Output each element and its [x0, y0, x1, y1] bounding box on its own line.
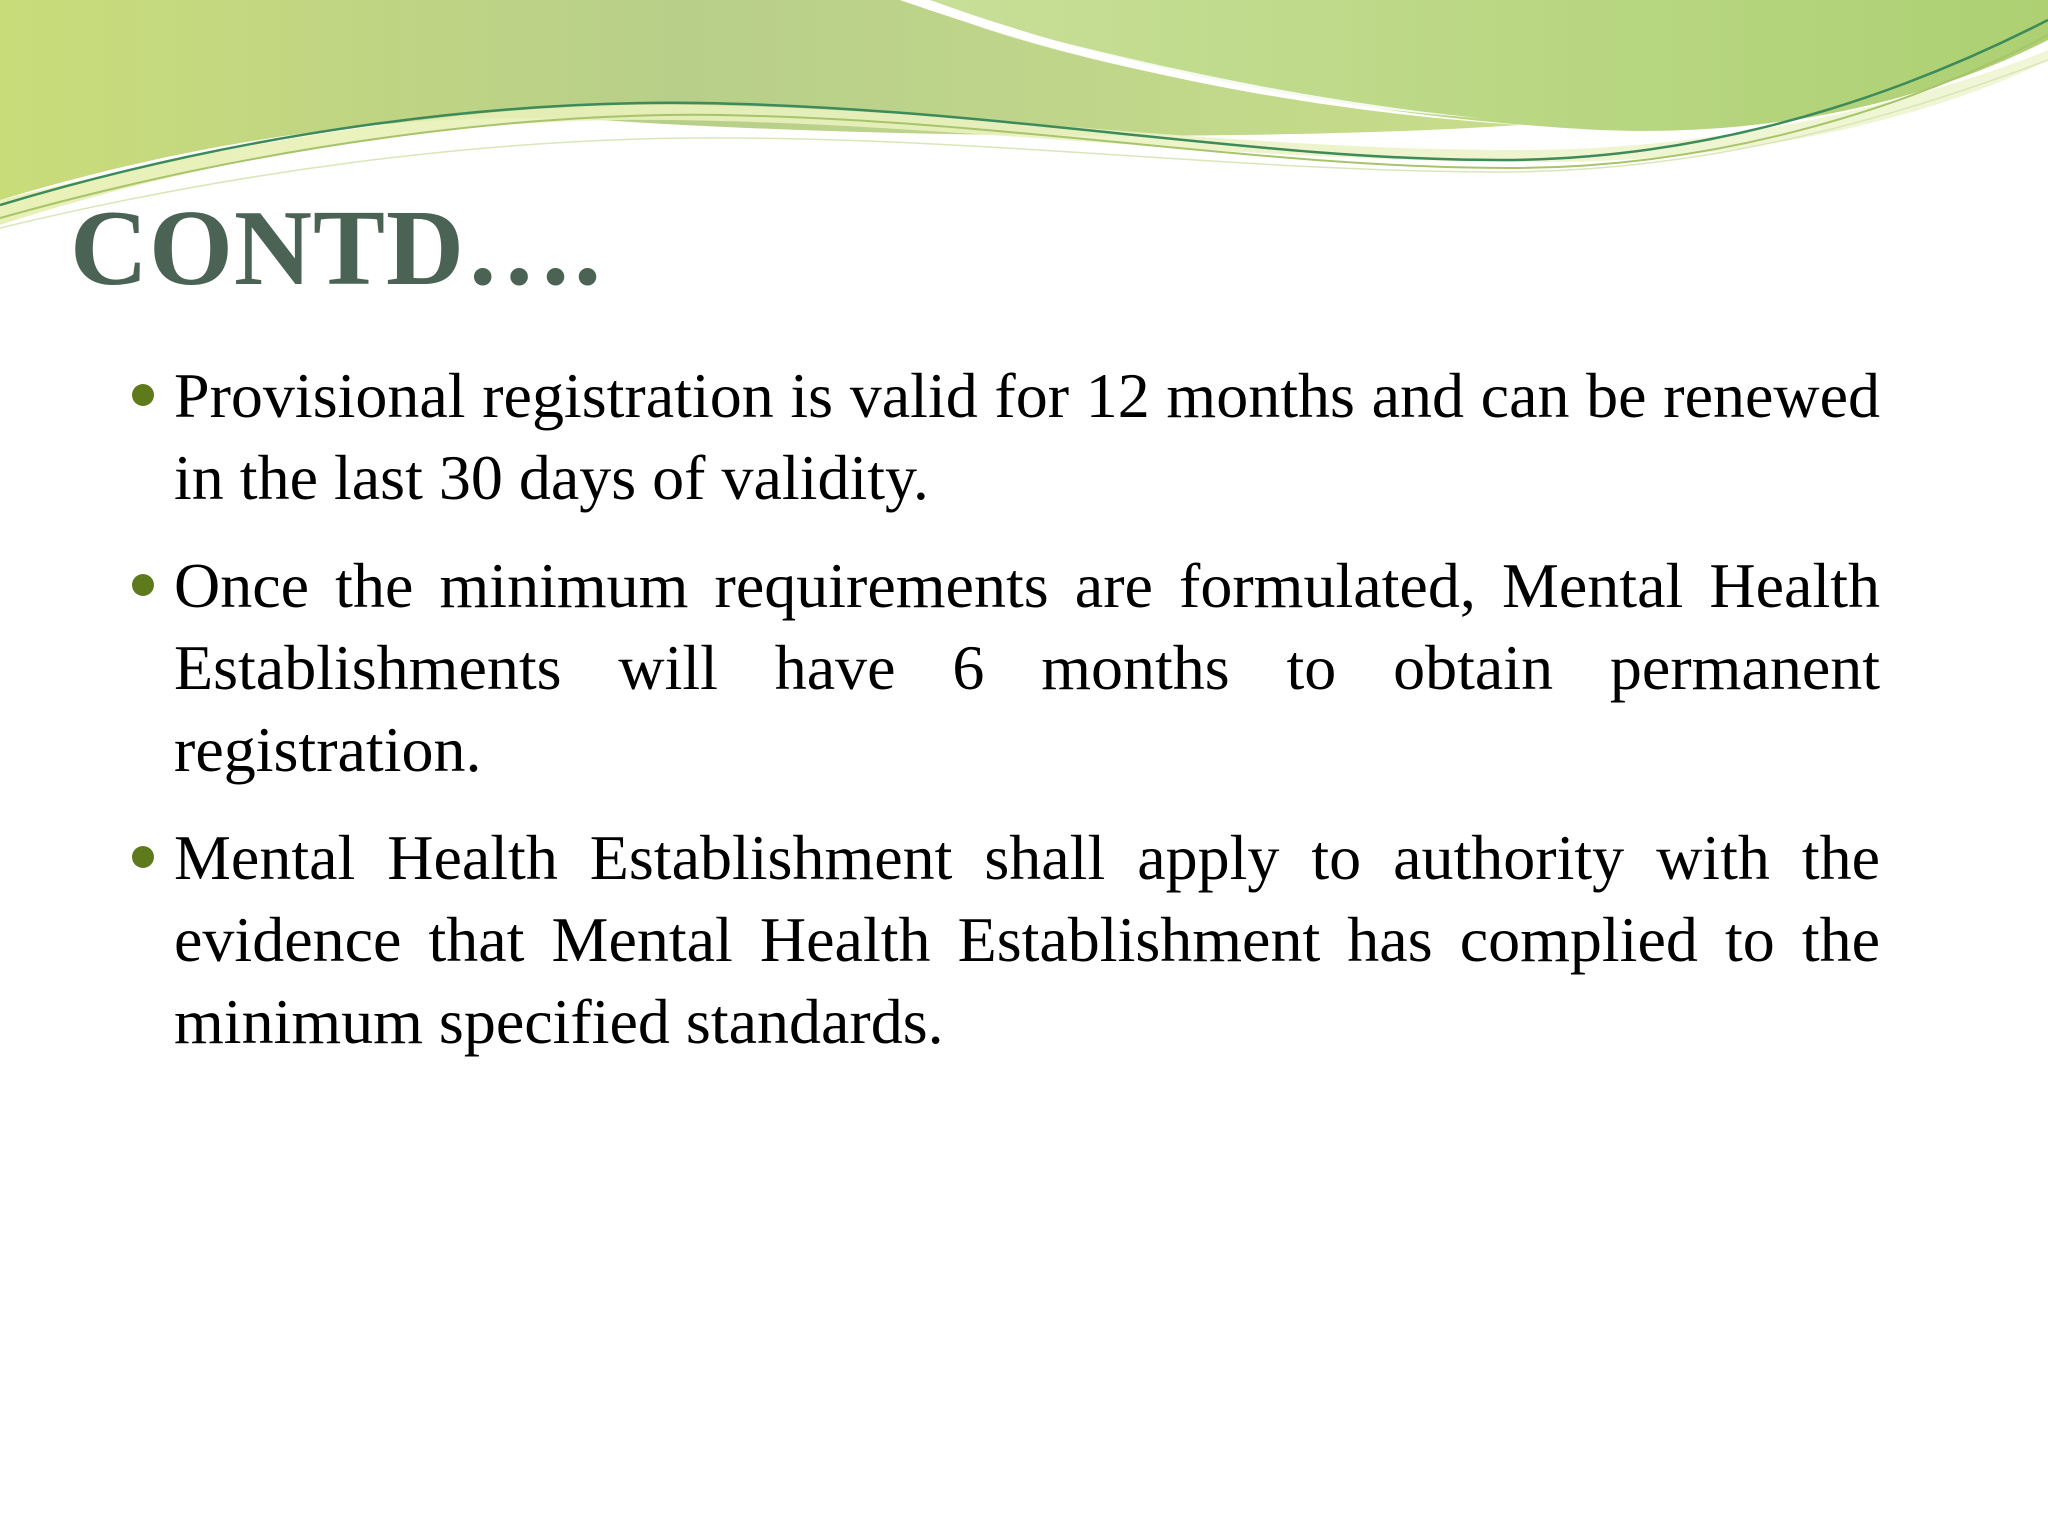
bullet-list — [130, 355, 1880, 1089]
bullet-item — [130, 817, 1880, 1063]
bullet-dot-icon — [132, 846, 154, 868]
bullet-dot-icon — [132, 574, 154, 596]
bullet-dot-icon — [132, 384, 154, 406]
bullet-text: Provisional registration is valid for 12 months and can be renewed in the last 30 days of validity. — [174, 360, 1880, 513]
bullet-item — [130, 355, 1880, 519]
bullet-text: Mental Health Establishment shall apply to authority with the evidence that Mental Health Establishment has complied to the minimum specified standards. — [174, 822, 1880, 1057]
slide-title: CONTD…. — [70, 189, 603, 308]
bullet-text: Once the minimum requirements are formulated, Mental Health Establishments will have 6 months to obtain permanent registration. — [174, 550, 1880, 785]
bullet-item — [130, 545, 1880, 791]
